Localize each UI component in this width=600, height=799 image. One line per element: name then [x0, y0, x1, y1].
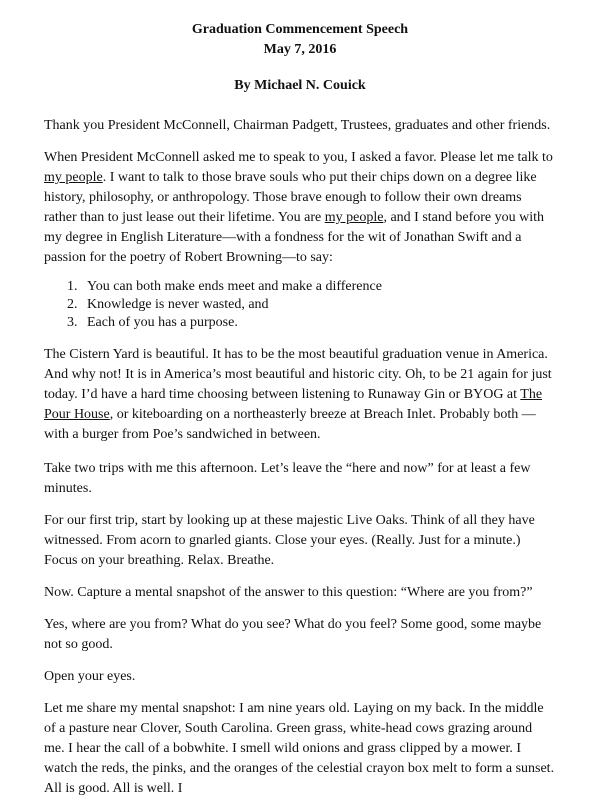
pour-house-link[interactable]: The Pour House: [44, 387, 543, 422]
paragraph-where-from: Yes, where are you from? What do you see? What do you feel? Some good, some maybe not so good.: [44, 617, 542, 652]
paragraph-live-oaks: For our first trip, start by looking up at these majestic Live Oaks. Think of all they have witnessed. From acorn to gnarled giants. Close your eyes. (Really. Just for a minute.) Focus on your breathing. Relax. Breathe.: [44, 513, 535, 568]
list-item-text: Each of you has a purpose.: [87, 315, 238, 330]
speech-date: May 7, 2016: [263, 42, 337, 57]
paragraph-snapshot-question: Now. Capture a mental snapshot of the answer to this question: “Where are you from?”: [44, 585, 533, 600]
list-item-text: You can both make ends meet and make a difference: [87, 279, 382, 294]
my-people-link-2[interactable]: my people: [324, 210, 384, 225]
list-item-text: Knowledge is never wasted, and: [87, 297, 269, 312]
list-item: [0, 296, 600, 314]
list-item-number: 2.: [67, 297, 78, 312]
list-item: [0, 278, 600, 296]
paragraph-mental-snapshot: Let me share my mental snapshot: I am nine years old. Laying on my back. In the middle of a pasture near Clover, South Carolina. Green grass, white-head cows grazing around me. I hear the call of a bobwhite. I smell wild onions and grass clipped by a mower. I watch the reds, the pinks, and the oranges of the celestial crayon box melt to form a sunset. All is good. All is well. I: [44, 701, 555, 796]
paragraph-cistern-text-b: , or kiteboarding on a northeasterly breeze at Breach Inlet. Probably both — with a burger from Poe’s sandwiched in between.: [44, 407, 536, 442]
list-item-number: 1.: [67, 279, 78, 294]
speech-author: By Michael N. Couick: [234, 78, 366, 93]
numbered-list: [0, 278, 600, 332]
paragraph-favor-text-c: , and I stand before you with my degree in English Literature—with a fondness for the wit of Jonathan Swift and a passion for the poetry of Robert Browning—to say:: [44, 210, 545, 265]
speech-title: Graduation Commencement Speech: [191, 22, 409, 37]
paragraph-favor-text-a: When President McConnell asked me to speak to you, I asked a favor. Please let me talk to: [44, 150, 553, 165]
paragraph-open-eyes: Open your eyes.: [44, 669, 136, 684]
list-item-number: 3.: [67, 315, 78, 330]
paragraph-two-trips: Take two trips with me this afternoon. Let’s leave the “here and now” for at least a few minutes.: [44, 461, 531, 496]
paragraph-greeting: Thank you President McConnell, Chairman Padgett, Trustees, graduates and other friends.: [44, 118, 551, 133]
list-item: [0, 314, 600, 332]
my-people-link[interactable]: my people: [44, 170, 103, 185]
paragraph-cistern-text-a: The Cistern Yard is beautiful. It has to be the most beautiful graduation venue in America. And why not! It is in America’s most beautiful and historic city. Oh, to be 21 again for just today. I’d have a hard time choosing between listening to Runaway Gin or BYOG at: [44, 347, 552, 402]
paragraph-cistern-yard: [0, 345, 600, 445]
paragraph-favor: [0, 148, 600, 268]
paragraph-favor-text-b: . I want to talk to those brave souls who put their chips down on a degree like history, philosophy, or anthropology. Those brave enough to follow their own dreams rather than to just lease out their lifetime. You are: [44, 170, 537, 225]
